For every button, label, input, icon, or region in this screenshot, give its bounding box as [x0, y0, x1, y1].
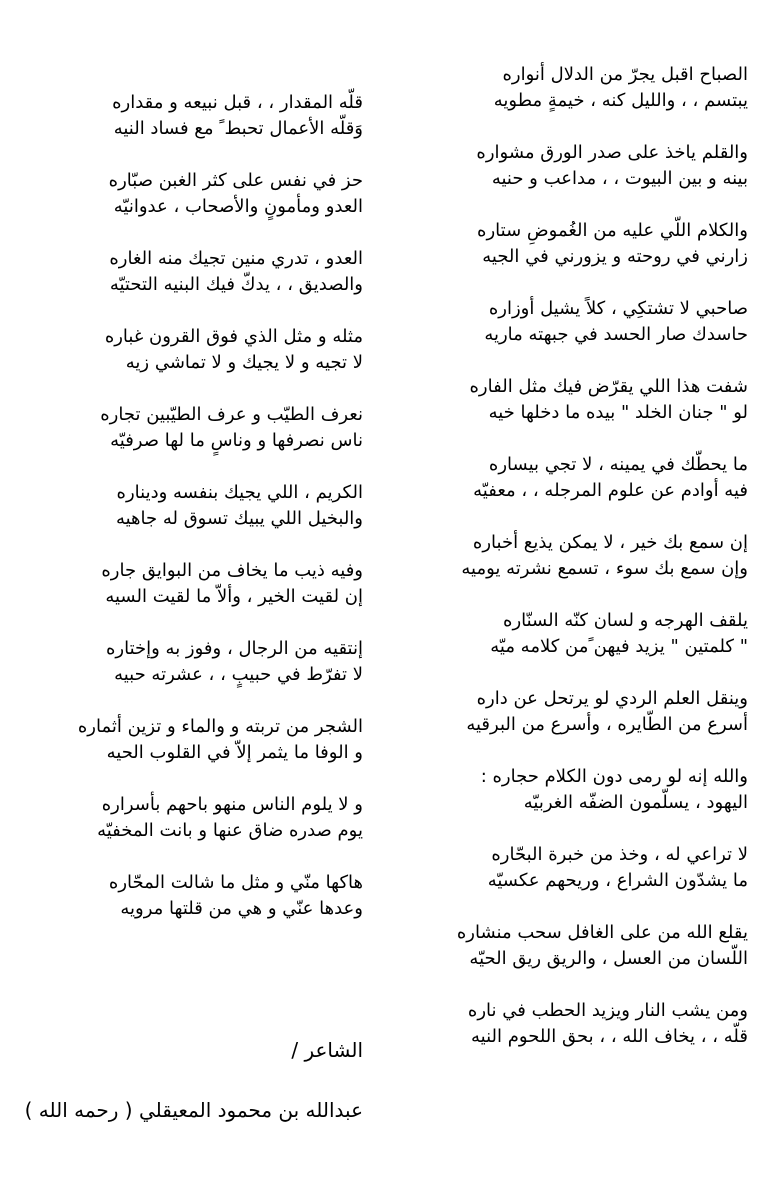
- verse-line: حاسدك صار الحسد في جبهته ماريه: [484, 324, 748, 345]
- stanza: [33, 402, 363, 457]
- stanza: [33, 168, 363, 223]
- stanza: [33, 714, 363, 769]
- verse-line: والكلام اللّي عليه من الغُموضِ ستاره: [477, 220, 748, 241]
- stanza: [388, 920, 748, 975]
- verse-line: قلّه ، ، يخاف الله ، ، بحق اللحوم النيه: [471, 1026, 748, 1047]
- verse-line: والله إنه لو رمى دون الكلام حجاره :: [480, 766, 748, 787]
- stanza: [388, 998, 748, 1053]
- poet-name: عبدالله بن محمود المعيقلي ( رحمه الله ): [24, 1098, 363, 1122]
- verse-line: اللّسان من العسل ، والريق ريق الحيّه: [469, 948, 748, 969]
- stanza: [33, 90, 363, 145]
- stanza: [33, 636, 363, 691]
- verse-line: والصديق ، ، يدكّ فيك البنيه التحتيّه: [109, 274, 363, 295]
- verse-line: و الوفا ما يثمر إلاّ في القلوب الحيه: [106, 742, 363, 763]
- verse-line: أسرع من الطّايره ، وأسرع من البرقيه: [466, 714, 748, 735]
- verse-line: و لا يلوم الناس منهو باحهم بأسراره: [101, 794, 363, 815]
- stanza: [33, 480, 363, 535]
- stanza: [388, 686, 748, 741]
- verse-line: إن سمع بك خير ، لا يمكن يذيع أخباره: [472, 532, 748, 553]
- stanza: [388, 62, 748, 117]
- verse-line: والبخيل اللي يبيك تسوق له جاهيه: [115, 508, 363, 529]
- verse-line: حز في نفس على كثر الغبن صبّاره: [108, 170, 363, 191]
- stanza: [388, 764, 748, 819]
- verse-line: بينه و بين البيوت ، ، مداعب و حنيه: [491, 168, 748, 189]
- verse-line: العدو ومأمونٍ والأصحاب ، عدوانيّه: [113, 196, 363, 217]
- stanza: [388, 842, 748, 897]
- verse-line: إنتقيه من الرجال ، وفوز به وإختاره: [105, 638, 363, 659]
- verse-line: زارني في روحته و يزورني في الجيه: [482, 246, 748, 267]
- verse-line: شفت هذا اللي يقرّض فيك مثل الفاره: [469, 376, 748, 397]
- verse-line: لا تفرّط في حبيبٍ ، ، عشرته حبيه: [114, 664, 363, 685]
- stanza: [388, 608, 748, 663]
- stanza: [33, 558, 363, 613]
- verse-line: وفيه ذيب ما يخاف من البوايق جاره: [101, 560, 363, 581]
- poem-column-left: [33, 90, 363, 948]
- stanza: [33, 324, 363, 379]
- verse-line: لو " جنان الخلد " بيده ما دخلها خيه: [488, 402, 748, 423]
- verse-line: نعرف الطيّب و عرف الطيّبين تجاره: [100, 404, 363, 425]
- verse-line: قلّه المقدار ، ، قبل نبيعه و مقداره: [112, 92, 363, 113]
- verse-line: وعدها عنّي و هي من قلتها مرويه: [120, 898, 363, 919]
- poet-label: الشاعر /: [291, 1038, 363, 1062]
- stanza: [388, 296, 748, 351]
- stanza: [33, 246, 363, 301]
- verse-line: وإن سمع بك سوء ، تسمع نشرته يوميه: [461, 558, 748, 579]
- verse-line: يبتسم ، ، والليل كنه ، خيمةٍ مطويه: [493, 90, 748, 111]
- stanza: [388, 452, 748, 507]
- verse-line: الصباح اقبل يجرّ من الدلال أنواره: [502, 64, 748, 85]
- stanza: [388, 218, 748, 273]
- verse-line: صاحبي لا تشتكِي ، كلاً يشيل أوزاره: [488, 298, 748, 319]
- verse-line: يلقف الهرجه و لسان كنّه السنّاره: [503, 610, 748, 631]
- verse-line: لا تجيه و لا يجيك و لا تماشي زيه: [125, 352, 363, 373]
- stanza: [388, 140, 748, 195]
- verse-line: يوم صدره ضاق عنها و بانت المخفيّه: [97, 820, 363, 841]
- verse-line: ومن يشب النار ويزيد الحطب في ناره: [467, 1000, 748, 1021]
- verse-line: هاكها منّي و مثل ما شالت المحّاره: [108, 872, 363, 893]
- verse-line: والقلم ياخذ على صدر الورق مشواره: [476, 142, 748, 163]
- verse-line: ناس نصرفها و وناسٍ ما لها صرفيّه: [110, 430, 363, 451]
- stanza: [33, 870, 363, 925]
- stanza: [388, 374, 748, 429]
- stanza: [33, 792, 363, 847]
- verse-line: " كلمتين " يزيد فيهن ًمن كلامه ميّه: [490, 636, 748, 657]
- verse-line: الكريم ، اللي يجيك بنفسه وديناره: [116, 482, 363, 503]
- verse-line: لا تراعي له ، وخذ من خبرة البحّاره: [491, 844, 748, 865]
- verse-line: إن لقيت الخير ، وألاّ ما لقيت السيه: [105, 586, 363, 607]
- verse-line: مثله و مثل الذي فوق القرون غباره: [104, 326, 363, 347]
- verse-line: فيه أوادم عن علوم المرجله ، ، معفيّه: [473, 480, 748, 501]
- poem-column-right: [388, 62, 748, 1076]
- verse-line: ما يحطّك في يمينه ، لا تجي بيساره: [488, 454, 748, 475]
- stanza: [388, 530, 748, 585]
- verse-line: وَقلّه الأعمال تحبط ً مع فساد النيه: [113, 118, 363, 139]
- verse-line: ما يشدّون الشراع ، وريحهم عكسيّه: [487, 870, 748, 891]
- verse-line: يقلع الله من على الغافل سحب منشاره: [456, 922, 748, 943]
- verse-line: اليهود ، يسلّمون الضفّه الغربيّه: [523, 792, 748, 813]
- verse-line: الشجر من تربته و والماء و تزين أثماره: [77, 716, 363, 737]
- verse-line: وينقل العلم الردي لو يرتحل عن داره: [476, 688, 748, 709]
- verse-line: العدو ، تدري منين تجيك منه الغاره: [109, 248, 363, 269]
